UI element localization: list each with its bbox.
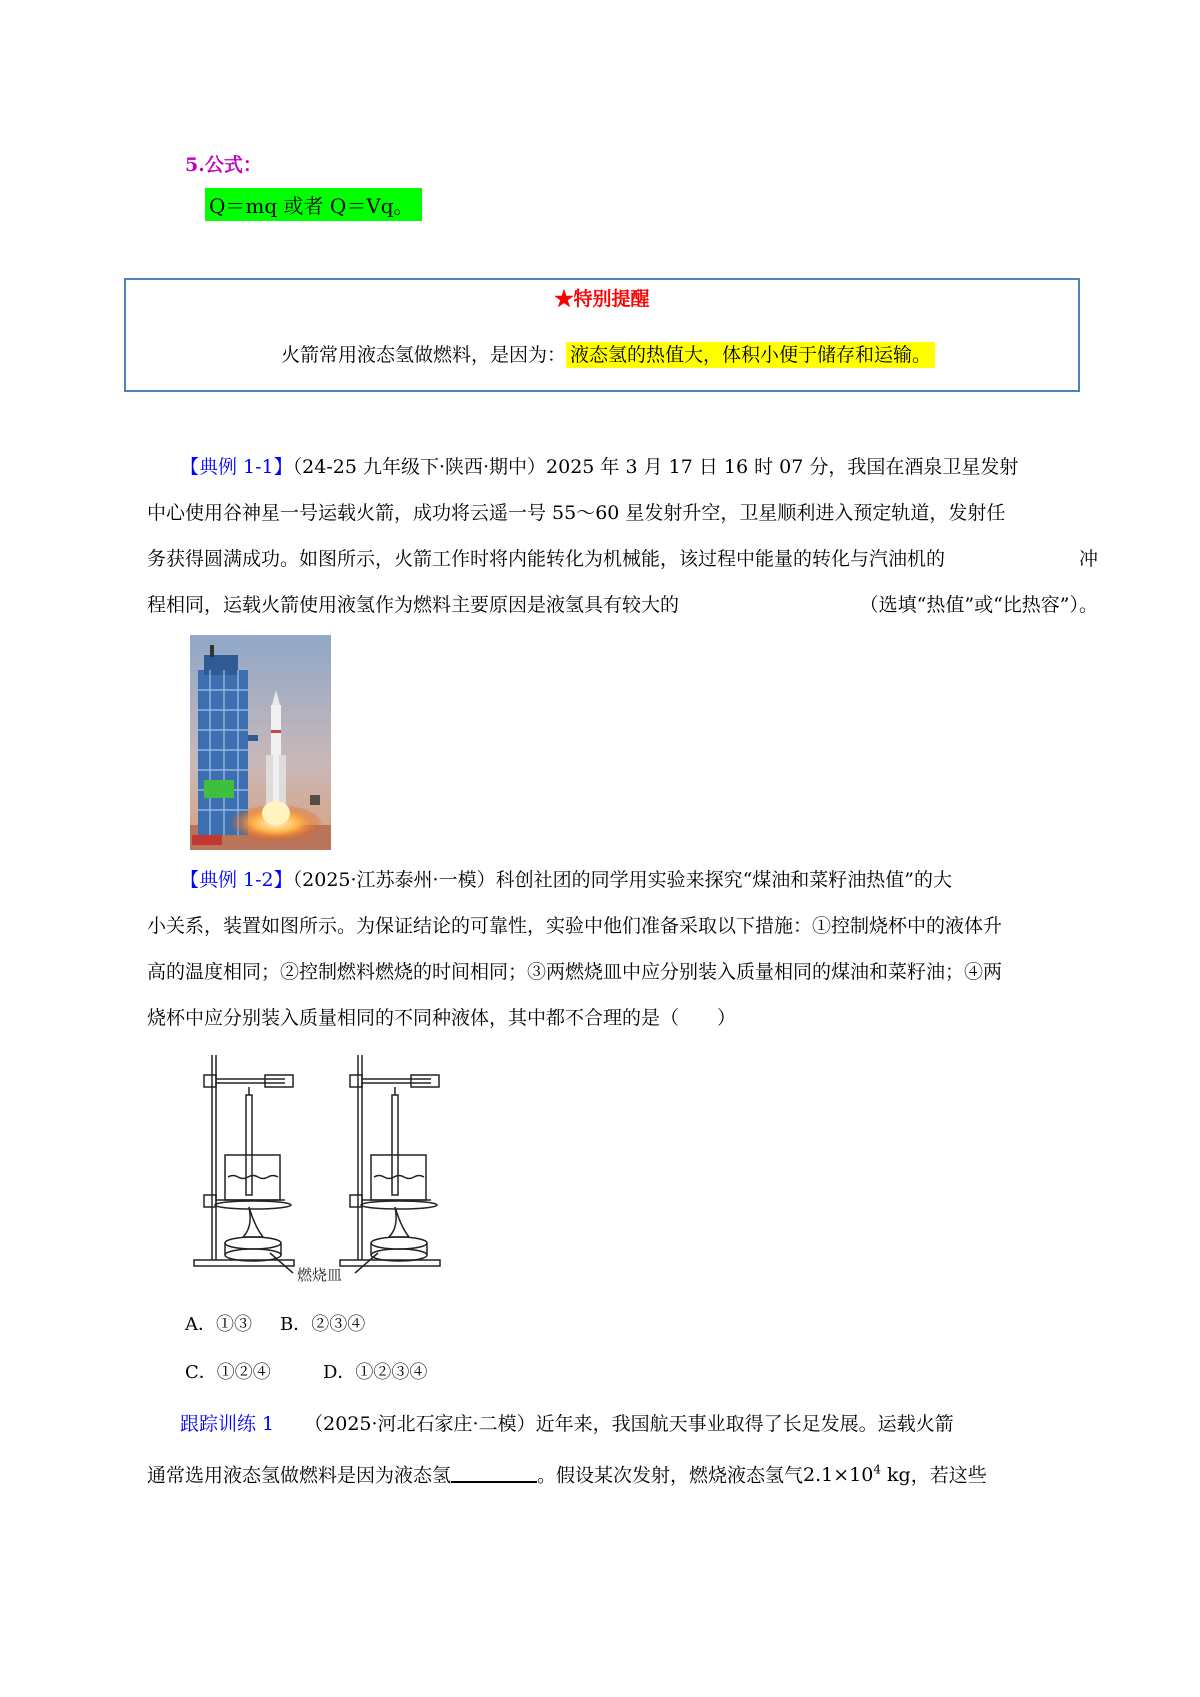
experiment-apparatus-figure <box>185 1045 455 1285</box>
example-1-2-line2: 小关系，装置如图所示。为保证结论的可靠性，实验中他们准备采取以下措施：①控制烧杯中的液体升 <box>147 915 1003 937</box>
example-1-1-line3-tail: 冲 <box>1078 548 1098 570</box>
option-b: B．②③④ <box>280 1314 366 1335</box>
answer-blank[interactable] <box>451 1461 537 1483</box>
reminder-title: ★特别提醒 <box>554 288 650 310</box>
training-1 <box>180 1401 1098 1447</box>
reminder-highlight: 液态氢的热值大，体积小便于储存和运输。 <box>566 342 935 368</box>
example-1-1-line4 <box>147 582 1098 628</box>
training-1-line2-text: 通常选用液态氢做燃料是因为液态氢 <box>147 1464 452 1487</box>
mass-exponent: 4 <box>873 1463 881 1477</box>
example-1-2-line4: 烧杯中应分别装入质量相同的不同种液体，其中都不合理的是（ ） <box>147 1007 737 1029</box>
example-1-2-line3: 高的温度相同；②控制燃料燃烧的时间相同；③两燃烧皿中应分别装入质量相同的煤油和菜籽油；④两 <box>147 961 1003 983</box>
example-1-1-line3 <box>147 536 1098 582</box>
example-1-1-line1: （24-25 九年级下·陕西·期中）2025 年 3 月 17 日 16 时 07 分，我国在酒泉卫星发射 <box>292 456 1019 478</box>
option-a: A．①③ <box>185 1314 252 1335</box>
option-d: D．①②③④ <box>323 1362 428 1383</box>
figure-label-burner: 燃烧皿 <box>297 1266 343 1284</box>
example-1-1-line3-text: 务获得圆满成功。如图所示，火箭工作时将内能转化为机械能，该过程中能量的转化与汽油机的 <box>147 548 946 570</box>
mass-value <box>803 1464 911 1486</box>
mass-base: 2.1×10 <box>803 1464 874 1487</box>
example-1-1-body <box>147 490 1098 628</box>
reminder-text <box>281 340 935 367</box>
example-1-2 <box>180 857 1098 903</box>
option-c: C．①②④ <box>185 1362 271 1383</box>
formula: Q＝mq 或者 Q＝Vq。 <box>205 188 422 221</box>
section-title: 5.公式： <box>185 154 262 176</box>
example-1-2-line1: （2025·江苏泰州·一模）科创社团的同学用实验来探究“煤油和菜籽油热值”的大 <box>292 869 953 891</box>
training-1-line1: （2025·河北石家庄·二模）近年来，我国航天事业取得了长足发展。运载火箭 <box>304 1413 954 1435</box>
example-1-2-label: 【典例 1-2】 <box>180 869 293 891</box>
rocket-launch-photo <box>190 635 331 850</box>
mass-unit: kg <box>887 1464 911 1487</box>
training-1-body <box>147 1447 1098 1498</box>
training-1-label: 跟踪训练 1 <box>180 1413 275 1435</box>
example-1-1-line4-text: 程相同，运载火箭使用液氢作为燃料主要原因是液氢具有较大的 <box>147 594 680 616</box>
training-1-line2-tail: ，若这些 <box>910 1464 987 1487</box>
training-1-line2-mid: 。假设某次发射，燃烧液态氢气 <box>537 1464 804 1487</box>
example-1-1 <box>180 444 1098 490</box>
training-1-line2 <box>147 1447 1098 1498</box>
example-1-2-body <box>147 903 1098 1041</box>
example-1-1-line4-tail: （选填“热值”或“比热容”）。 <box>859 594 1098 616</box>
reminder-box <box>124 278 1080 392</box>
reminder-text-prefix: 火箭常用液态氢做燃料，是因为： <box>281 344 567 366</box>
example-1-1-line2: 中心使用谷神星一号运载火箭，成功将云遥一号 55～60 星发射升空，卫星顺利进入预定轨道，发射任 <box>147 502 1006 524</box>
example-1-1-label: 【典例 1-1】 <box>180 456 293 478</box>
